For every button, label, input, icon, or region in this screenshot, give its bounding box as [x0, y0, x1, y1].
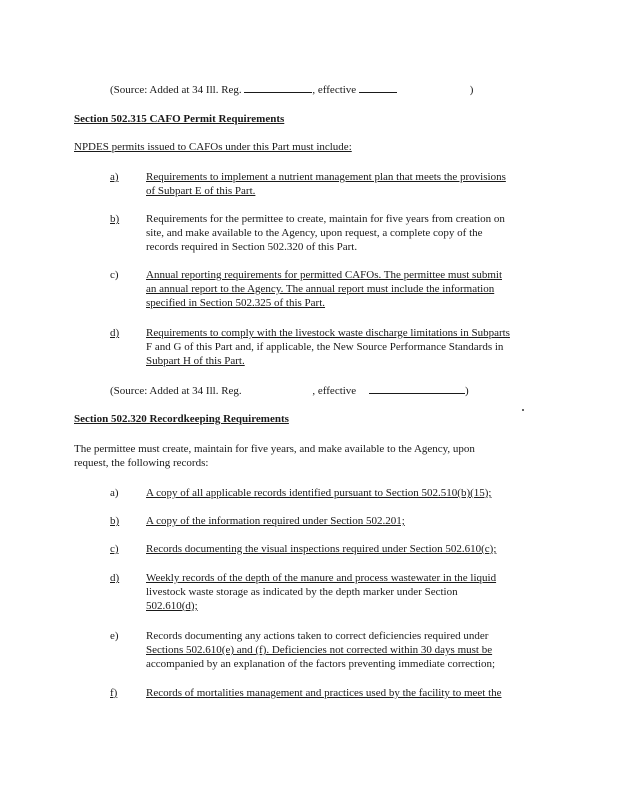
section-320-item-e-marker: e) — [110, 630, 119, 642]
section-315-title: Section 502.315 CAFO Permit Requirements — [74, 113, 285, 125]
section-315-item-d-line-2: F and G of this Part and, if applicable, the New Source Performance Standards in — [146, 341, 504, 353]
source-note-2-suffix: ) — [464, 385, 469, 397]
section-315-item-b-line-1: Requirements for the permittee to create, maintain for five years from creation on — [146, 213, 505, 225]
section-320-item-e-line-2: Sections 502.610(e) and (f). Deficiencies not corrected within 30 days must be — [146, 644, 493, 656]
section-315-item-a-line-1: Requirements to implement a nutrient management plan that meets the provisions — [146, 171, 506, 183]
section-315-item-a-line-2: of Subpart E of this Part. — [146, 185, 256, 197]
source-note-1-reg-blank — [244, 82, 312, 93]
section-320-item-d-line-2: livestock waste storage as indicated by the depth marker under Section — [146, 586, 458, 598]
section-320-item-d-line-3: 502.610(d); — [146, 600, 198, 612]
section-315-item-b-line-3: records required in Section 502.320 of this Part. — [146, 241, 358, 253]
section-320-title: Section 502.320 Recordkeeping Requirements — [74, 413, 289, 425]
section-320-item-a-line-1: A copy of all applicable records identified pursuant to Section 502.510(b)(15); — [146, 487, 492, 499]
section-320-item-b-line-1: A copy of the information required under Section 502.201; — [146, 515, 405, 527]
section-320-item-f-line-1: Records of mortalities management and practices used by the facility to meet the — [146, 687, 502, 699]
section-320-item-b-marker: b) — [110, 515, 120, 527]
section-315-item-c-marker: c) — [110, 269, 119, 281]
source-note-2-date-blank — [369, 383, 465, 394]
source-note-2-prefix: (Source: Added at 34 Ill. Reg. — [110, 385, 242, 397]
source-note-1-prefix: (Source: Added at 34 Ill. Reg. — [110, 84, 242, 96]
section-320-intro-line-1: The permittee must create, maintain for five years, and make available to the Agency, upon — [74, 443, 475, 455]
source-note-1 — [110, 82, 473, 97]
section-315-item-d-line-1: Requirements to comply with the livestock waste discharge limitations in Subparts — [146, 327, 510, 339]
section-320-item-d-line-1: Weekly records of the depth of the manure and process wastewater in the liquid — [146, 572, 497, 584]
section-320-intro-line-2: request, the following records: — [74, 457, 209, 469]
section-320-item-c-line-1: Records documenting the visual inspections required under Section 502.610(c); — [146, 543, 497, 555]
section-315-item-c-line-3: specified in Section 502.325 of this Part. — [146, 297, 326, 309]
scan-speck — [522, 409, 524, 411]
section-315-item-d-line-3: Subpart H of this Part. — [146, 355, 245, 367]
section-320-item-e-line-1: Records documenting any actions taken to correct deficiencies required under — [146, 630, 489, 642]
section-320-item-a-marker: a) — [110, 487, 119, 499]
source-note-1-date-blank — [359, 82, 397, 93]
section-315-item-c-line-1: Annual reporting requirements for permitted CAFOs. The permittee must submit — [146, 269, 503, 281]
section-315-item-b-marker: b) — [110, 213, 120, 225]
section-315-item-a-marker: a) — [110, 171, 119, 183]
section-315-item-d-marker: d) — [110, 327, 120, 339]
source-note-1-middle: , effective — [312, 84, 357, 96]
section-315-item-b-line-2: site, and make available to the Agency, upon request, a complete copy of the — [146, 227, 483, 239]
section-320-item-e-line-3: accompanied by an explanation of the factors preventing immediate correction; — [146, 658, 496, 670]
section-315-item-c-line-2: an annual report to the Agency. The annual report must include the information — [146, 283, 495, 295]
section-315-intro: NPDES permits issued to CAFOs under this Part must include: — [74, 141, 352, 153]
source-note-2 — [110, 383, 469, 398]
section-320-item-d-marker: d) — [110, 572, 120, 584]
section-320-item-f-marker: f) — [110, 687, 118, 699]
source-note-2-middle: , effective — [312, 385, 357, 397]
section-320-item-c-marker: c) — [110, 543, 119, 555]
source-note-1-suffix: ) — [469, 84, 474, 96]
